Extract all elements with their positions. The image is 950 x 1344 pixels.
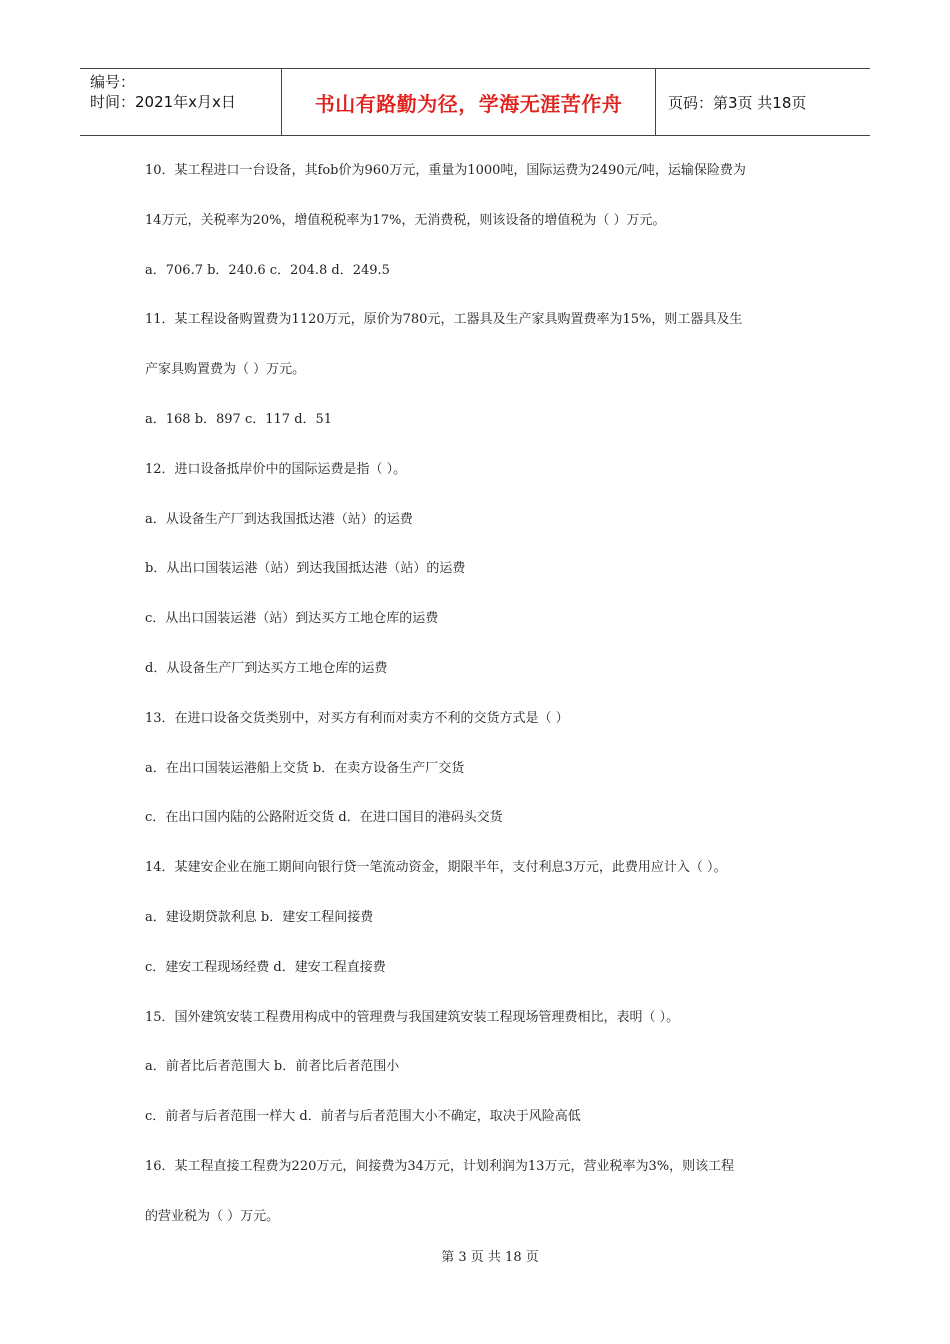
text-line: c．在出口国内陆的公路附近交货 d．在进口国目的港码头交货	[145, 810, 503, 826]
page-footer: 第 3 页 共 18 页	[441, 1250, 539, 1265]
text-line: 11．某工程设备购置费为1120万元，原价为780元，工器具及生产家具购置费率为15%，则工器具及生	[145, 312, 743, 328]
text-line: a．建设期贷款利息 b．建安工程间接费	[145, 910, 374, 925]
text-line: 14万元，关税率为20%，增值税税率为17%，无消费税，则该设备的增值税为（ ）万元。	[145, 212, 666, 228]
text-line: 产家具购置费为（ ）万元。	[145, 362, 306, 378]
page-header	[80, 68, 870, 136]
text-line: 15．国外建筑安装工程费用构成中的管理费与我国建筑安装工程现场管理费相比，表明（ ）。	[145, 1009, 680, 1025]
document-number-label: 编号：	[90, 73, 136, 91]
text-line: a．从设备生产厂到达我国抵达港（站）的运费	[145, 511, 413, 527]
text-line: c．建安工程现场经费 d．建安工程直接费	[145, 959, 386, 975]
text-line: 10．某工程进口一台设备，其fob价为960万元，重量为1000吨，国际运费为2490元/吨，运输保险费为	[145, 163, 746, 178]
text-line: 16．某工程直接工程费为220万元，间接费为34万元，计划利润为13万元，营业税率为3%，则该工程	[145, 1159, 735, 1174]
text-line: d．从设备生产厂到达买方工地仓库的运费	[145, 661, 388, 676]
text-line: a．前者比后者范围大 b．前者比后者范围小	[145, 1059, 400, 1075]
text-line: a．706.7 b．240.6 c．204.8 d．249.5	[145, 262, 390, 278]
text-line: a．在出口国装运港船上交货 b．在卖方设备生产厂交货	[145, 760, 465, 776]
header-page-info: 页码：第3页 共18页	[668, 93, 807, 112]
header-motto: 书山有路勤为径，学海无涯苦作舟	[282, 69, 656, 135]
header-meta	[80, 69, 282, 135]
text-line: c．从出口国装运港（站）到达买方工地仓库的运费	[145, 611, 439, 627]
text-line: 14．某建安企业在施工期间向银行贷一笔流动资金，期限半年，支付利息3万元，此费用应计入（ ）。	[145, 860, 727, 876]
text-line: 12．进口设备抵岸价中的国际运费是指（ ）。	[145, 461, 407, 477]
text-line: 13．在进口设备交货类别中，对买方有利而对卖方不利的交货方式是（ ）	[145, 710, 569, 726]
text-line: 的营业税为（ ）万元。	[145, 1208, 280, 1224]
text-line: b．从出口国装运港（站）到达我国抵达港（站）的运费	[145, 561, 466, 577]
text-line: c．前者与后者范围一样大 d．前者与后者范围大小不确定，取决于风险高低	[145, 1109, 581, 1125]
document-date: 时间：2021年x月x日	[90, 93, 236, 111]
text-line: a．168 b．897 c．117 d．51	[145, 412, 333, 427]
